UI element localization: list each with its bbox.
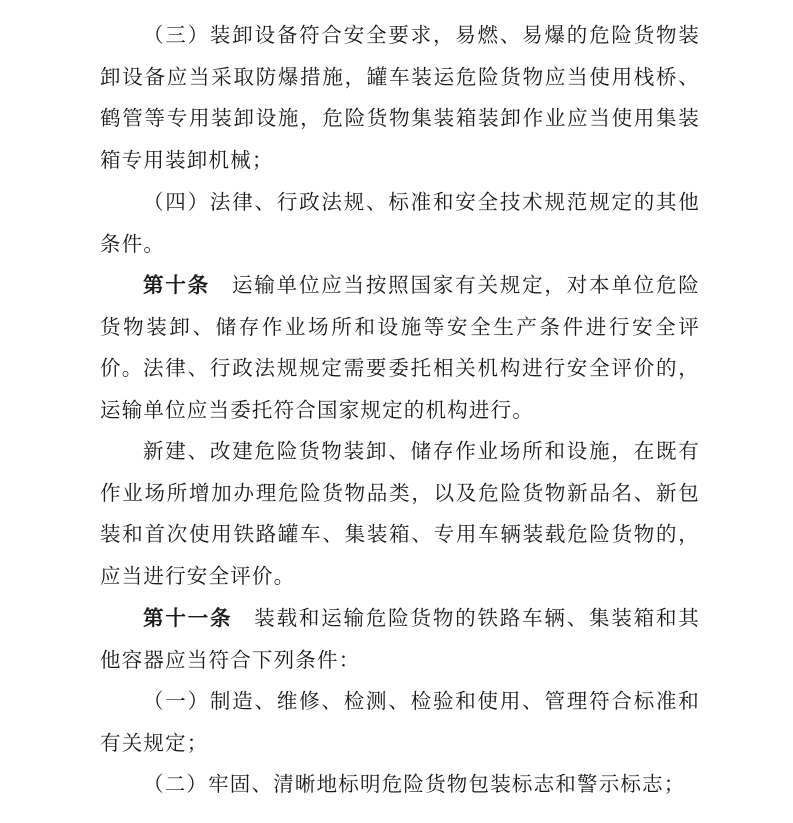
article-heading: 第十一条: [143, 606, 233, 630]
paragraph-text: （一）制造、维修、检测、检验和使用、管理符合标准和有关规定；: [100, 689, 700, 755]
paragraph-text: （三）装卸设备符合安全要求，易燃、易爆的危险货物装卸设备应当采取防爆措施，罐车装运危险货物应当使用栈桥、鹤管等专用装卸设施，危险货物集装箱装卸作业应当使用集装箱专用装卸机械；: [100, 23, 700, 172]
paragraph-item-1-manufacture: [100, 681, 700, 764]
article-heading: 第十条: [143, 273, 210, 297]
paragraph-item-2-marking: [100, 764, 700, 806]
article-10-entrusted-evaluation-paragraph: [100, 348, 700, 431]
paragraph-text: （四）法律、行政法规、标准和安全技术规范规定的其他条件。: [100, 190, 700, 256]
paragraph-text: 装载和运输危险货物的铁路车辆、集装箱和其他容器应当符合下列条件：: [100, 606, 701, 672]
paragraph-text: （二）牢固、清晰地标明危险货物包装标志和警示标志；: [143, 772, 686, 796]
paragraph-text: 运输单位应当按照国家有关规定，对本单位危险货物装卸、储存作业场所和设施等安全生产条件进行安全评价。: [100, 273, 700, 380]
article-11-paragraph: [100, 598, 700, 681]
paragraph-item-4-other-conditions: [100, 182, 700, 265]
paragraph-text: 法律、行政法规规定需要委托相关机构进行安全评价的，运输单位应当委托符合国家规定的机构进行。: [100, 356, 700, 422]
article-10-new-facilities-paragraph: [100, 431, 700, 597]
paragraph-item-3-loading-equipment: [100, 15, 700, 181]
paragraph-text: 新建、改建危险货物装卸、储存作业场所和设施，在既有作业场所增加办理危险货物品类，以及危险货物新品名、新包装和首次使用铁路罐车、集装箱、专用车辆装载危险货物的，应当进行安全评价。: [100, 439, 700, 588]
